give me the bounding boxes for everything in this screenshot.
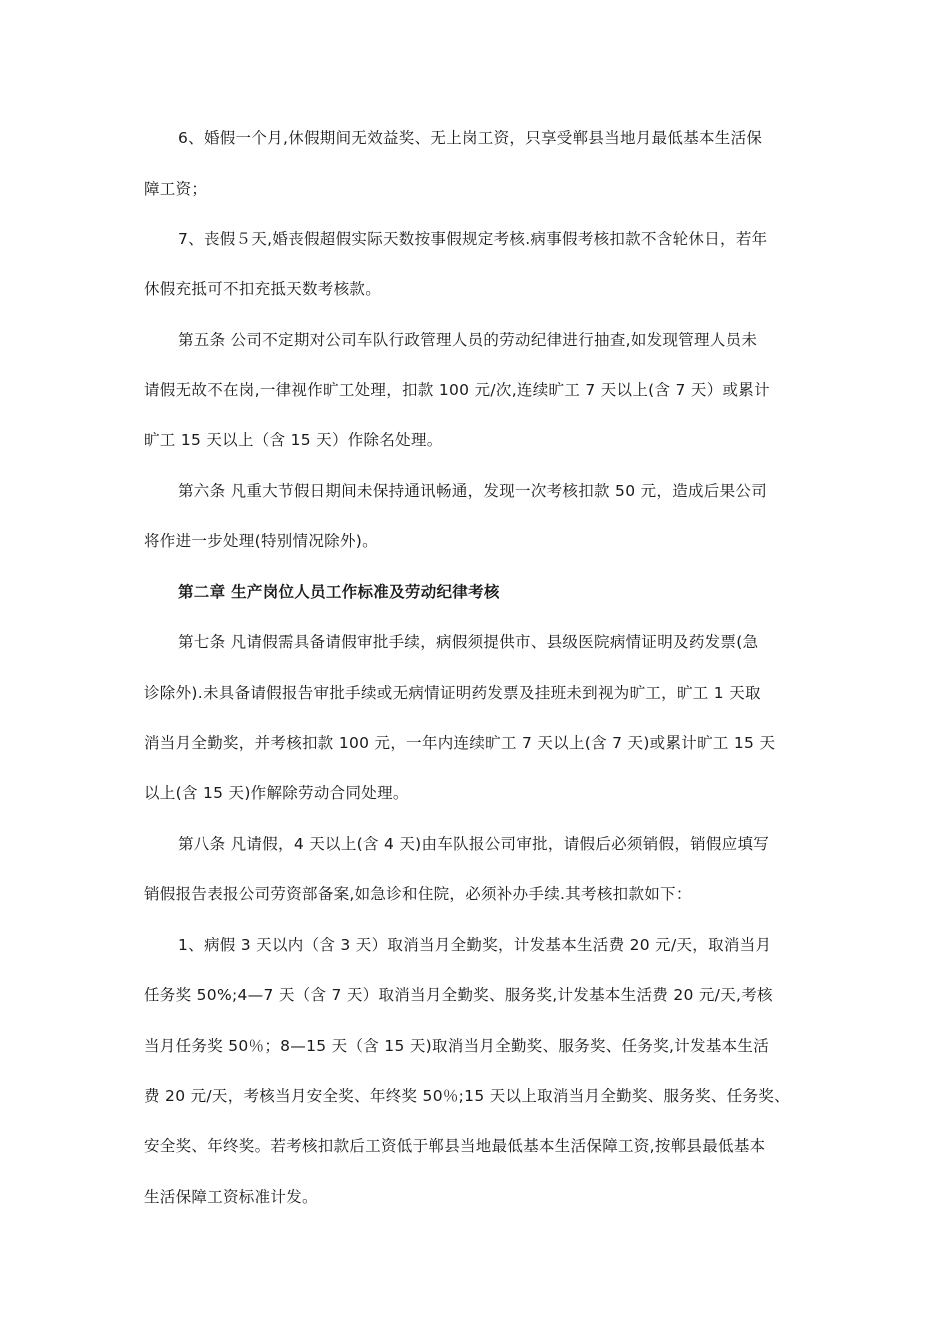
article-8-line-1: 第八条 凡请假，4 天以上(含 4 天)由车队报公司审批，请假后必须销假，销假应填写	[178, 835, 770, 853]
sick-leave-line-5: 安全奖、年终奖。若考核扣款后工资低于郸县当地最低基本生活保障工资,按郸县最低基本	[144, 1137, 766, 1155]
article-7-line-3: 消当月全勤奖，并考核扣款 100 元，一年内连续旷工 7 天以上(含 7 天)或累计旷工 15 天	[144, 734, 776, 752]
article-5-line-2: 请假无故不在岗,一律视作旷工处理，扣款 100 元/次,连续旷工 7 天以上(含 7 天）或累计	[144, 381, 770, 399]
sick-leave-line-2: 任务奖 50%;4—7 天（含 7 天）取消当月全勤奖、服务奖,计发基本生活费 20 元/天,考核	[144, 986, 773, 1004]
article-5-line-3: 旷工 15 天以上（含 15 天）作除名处理。	[144, 431, 443, 449]
sick-leave-line-4: 费 20 元/天，考核当月安全奖、年终奖 50％;15 天以上取消当月全勤奖、服务奖、任务奖、	[144, 1087, 790, 1105]
article-5-line-1: 第五条 公司不定期对公司车队行政管理人员的劳动纪律进行抽查,如发现管理人员未	[178, 331, 758, 349]
article-6-line-1: 第六条 凡重大节假日期间未保持通讯畅通，发现一次考核扣款 50 元，造成后果公司	[178, 482, 768, 500]
sick-leave-line-1: 1、病假 3 天以内（含 3 天）取消当月全勤奖，计发基本生活费 20 元/天，取消当月	[178, 936, 772, 954]
article-8-line-2: 销假报告表报公司劳资部备案,如急诊和住院，必须补办手续.其考核扣款如下：	[144, 885, 692, 903]
para-marriage-leave-line-1: 6、婚假一个月,休假期间无效益奖、无上岗工资，只享受郸县当地月最低基本生活保	[178, 129, 763, 147]
article-7-line-4: 以上(含 15 天)作解除劳动合同处理。	[144, 784, 409, 802]
sick-leave-line-6: 生活保障工资标准计发。	[144, 1188, 318, 1206]
article-6-line-2: 将作进一步处理(特别情况除外)。	[144, 532, 378, 550]
article-7-line-1: 第七条 凡请假需具备请假审批手续，病假须提供市、县级医院病情证明及药发票(急	[178, 633, 759, 651]
chapter-2-heading: 第二章 生产岗位人员工作标准及劳动纪律考核	[178, 583, 500, 601]
para-funeral-leave-line-1: 7、丧假５天,婚丧假超假实际天数按事假规定考核.病事假考核扣款不含轮休日，若年	[178, 230, 768, 248]
para-marriage-leave-line-2: 障工资；	[144, 180, 208, 198]
para-funeral-leave-line-2: 休假充抵可不扣充抵天数考核款。	[144, 280, 382, 298]
sick-leave-line-3: 当月任务奖 50％；8—15 天（含 15 天)取消当月全勤奖、服务奖、任务奖,计发基本生活	[144, 1037, 770, 1055]
article-7-line-2: 诊除外).未具备请假报告审批手续或无病情证明药发票及挂班未到视为旷工，旷工 1 天取	[144, 684, 761, 702]
